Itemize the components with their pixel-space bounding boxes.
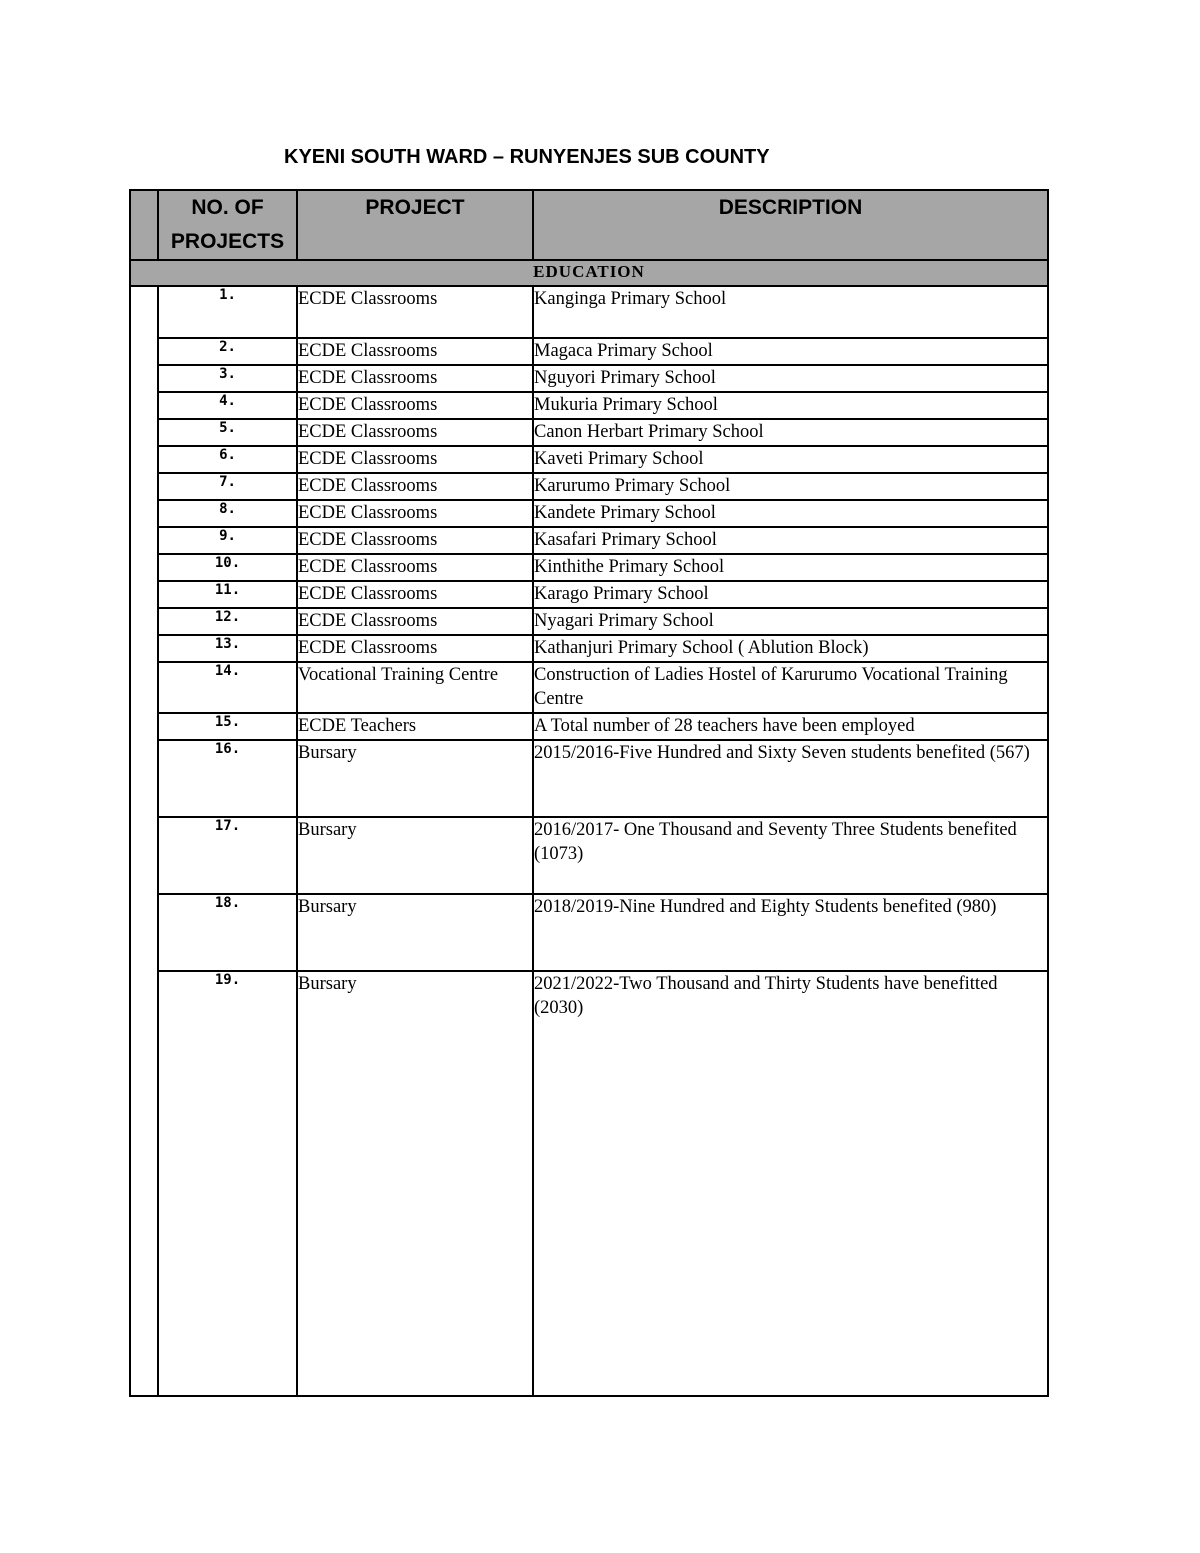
row-description: Kandete Primary School: [533, 500, 1048, 527]
row-number: 2.: [158, 338, 297, 365]
row-description: 2016/2017- One Thousand and Seventy Three Students benefited (1073): [533, 817, 1048, 894]
row-number: 5.: [158, 419, 297, 446]
row-number: 6.: [158, 446, 297, 473]
section-row: [130, 260, 1048, 286]
row-description: Karurumo Primary School: [533, 473, 1048, 500]
table-row: [130, 365, 1048, 392]
row-description: A Total number of 28 teachers have been employed: [533, 713, 1048, 740]
row-description: Magaca Primary School: [533, 338, 1048, 365]
row-project: Vocational Training Centre: [297, 662, 533, 713]
row-number: 14.: [158, 662, 297, 713]
row-project: Bursary: [297, 740, 533, 817]
table-row: [130, 473, 1048, 500]
row-project: ECDE Classrooms: [297, 635, 533, 662]
row-project: Bursary: [297, 894, 533, 971]
row-project: ECDE Classrooms: [297, 527, 533, 554]
document-title: KYENI SOUTH WARD – RUNYENJES SUB COUNTY: [284, 146, 770, 168]
table-row: [130, 740, 1048, 817]
table-row: [130, 608, 1048, 635]
row-project: ECDE Classrooms: [297, 581, 533, 608]
row-number: 8.: [158, 500, 297, 527]
row-description: 2015/2016-Five Hundred and Sixty Seven students benefited (567): [533, 740, 1048, 817]
row-project: ECDE Classrooms: [297, 446, 533, 473]
table-row: [130, 419, 1048, 446]
row-project: Bursary: [297, 817, 533, 894]
row-number: 10.: [158, 554, 297, 581]
table-row: [130, 446, 1048, 473]
row-description: Kanginga Primary School: [533, 286, 1048, 338]
table-row: [130, 894, 1048, 971]
table-row: [130, 286, 1048, 338]
row-description: Construction of Ladies Hostel of Karurumo Vocational Training Centre: [533, 662, 1048, 713]
table-row: [130, 500, 1048, 527]
row-description: Nyagari Primary School: [533, 608, 1048, 635]
header-description: DESCRIPTION: [533, 190, 1048, 260]
row-project: ECDE Classrooms: [297, 338, 533, 365]
row-number: 7.: [158, 473, 297, 500]
row-number: 16.: [158, 740, 297, 817]
row-project: ECDE Classrooms: [297, 392, 533, 419]
row-number: 13.: [158, 635, 297, 662]
row-project: ECDE Classrooms: [297, 500, 533, 527]
row-number: 12.: [158, 608, 297, 635]
row-project: Bursary: [297, 971, 533, 1396]
row-description: Karago Primary School: [533, 581, 1048, 608]
row-number: 15.: [158, 713, 297, 740]
table-row: [130, 713, 1048, 740]
row-project: ECDE Classrooms: [297, 554, 533, 581]
row-description: Nguyori Primary School: [533, 365, 1048, 392]
table-row: [130, 662, 1048, 713]
row-number: 19.: [158, 971, 297, 1396]
row-number: 3.: [158, 365, 297, 392]
header-project: PROJECT: [297, 190, 533, 260]
row-project: ECDE Classrooms: [297, 473, 533, 500]
row-project: ECDE Classrooms: [297, 286, 533, 338]
row-description: Kasafari Primary School: [533, 527, 1048, 554]
row-project: ECDE Classrooms: [297, 608, 533, 635]
row-number: 1.: [158, 286, 297, 338]
row-description: Kathanjuri Primary School ( Ablution Block): [533, 635, 1048, 662]
row-description: Kinthithe Primary School: [533, 554, 1048, 581]
table-header-row: [130, 190, 1048, 260]
row-number: 18.: [158, 894, 297, 971]
table-row: [130, 554, 1048, 581]
row-number: 9.: [158, 527, 297, 554]
row-number: 11.: [158, 581, 297, 608]
table-row: [130, 581, 1048, 608]
row-description: Mukuria Primary School: [533, 392, 1048, 419]
table-row: [130, 817, 1048, 894]
row-description: Kaveti Primary School: [533, 446, 1048, 473]
header-no-of-projects: NO. OF PROJECTS: [158, 190, 297, 260]
row-description: 2021/2022-Two Thousand and Thirty Students have benefitted (2030): [533, 971, 1048, 1396]
section-title: EDUCATION: [130, 260, 1048, 286]
row-number: 17.: [158, 817, 297, 894]
row-project: ECDE Teachers: [297, 713, 533, 740]
table-row: [130, 392, 1048, 419]
row-description: Canon Herbart Primary School: [533, 419, 1048, 446]
row-number: 4.: [158, 392, 297, 419]
projects-table: [129, 189, 1049, 1397]
row-description: 2018/2019-Nine Hundred and Eighty Students benefited (980): [533, 894, 1048, 971]
table-row: [130, 338, 1048, 365]
table-row: [130, 527, 1048, 554]
table-row: [130, 635, 1048, 662]
row-project: ECDE Classrooms: [297, 419, 533, 446]
table-row: [130, 971, 1048, 1396]
header-blank-cell: [130, 190, 158, 260]
row-project: ECDE Classrooms: [297, 365, 533, 392]
left-margin-cell: [130, 286, 158, 1396]
